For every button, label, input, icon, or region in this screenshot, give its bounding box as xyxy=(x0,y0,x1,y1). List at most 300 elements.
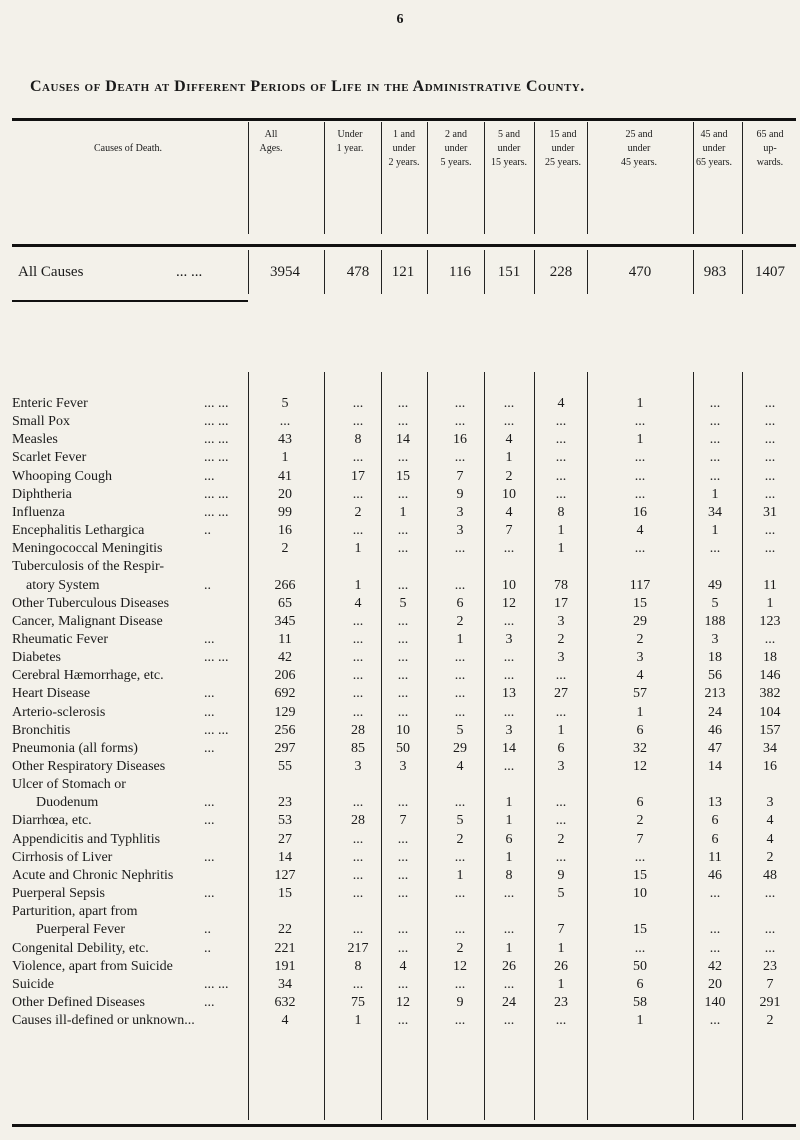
all-causes-value: 228 xyxy=(549,264,573,280)
table-cell: 8 xyxy=(557,504,565,520)
table-cell: 26 xyxy=(554,958,568,974)
table-cell: 6 xyxy=(505,831,513,847)
table-cell: 1 xyxy=(557,940,565,956)
table-cell: 50 xyxy=(396,740,410,756)
table-cell: 5 xyxy=(456,813,464,829)
table-cell: 3 xyxy=(557,759,565,774)
table-cell: ... xyxy=(352,668,364,684)
table-cell: 29 xyxy=(633,613,647,629)
all-causes-value: 3954 xyxy=(270,264,300,280)
cause-name-text: Encephalitis Lethargica xyxy=(12,523,145,539)
table-cell: 27 xyxy=(278,831,292,847)
table-cell: ... xyxy=(352,414,364,430)
table-row xyxy=(0,541,800,559)
table-cell: 55 xyxy=(278,759,292,774)
cause-name-text: Parturition, apart from xyxy=(12,904,138,920)
table-cell: 7 xyxy=(505,523,513,539)
cause-name-text: Other Respiratory Diseases xyxy=(12,759,166,774)
table-row xyxy=(0,668,800,686)
table-cell: ... xyxy=(555,668,567,684)
table-cell: 10 xyxy=(502,486,516,502)
table-cell: 20 xyxy=(708,976,722,992)
table-cell: ... xyxy=(634,541,646,557)
leader-dots: .. xyxy=(204,577,211,593)
table-cell: 2 xyxy=(456,940,464,956)
table-cell: 26 xyxy=(502,958,516,974)
table-cell: 5 xyxy=(281,396,289,411)
cause-name-text: Arterio-sclerosis xyxy=(12,704,106,720)
table-cell: ... xyxy=(397,668,409,684)
table-cell: 7 xyxy=(557,922,565,938)
table-cell: ... xyxy=(555,432,567,448)
table-cell: ... xyxy=(503,704,515,720)
table-cell: 11 xyxy=(763,577,777,593)
table-cell: 34 xyxy=(278,976,292,992)
table-cell: 3 xyxy=(399,759,407,774)
table-cell: 2 xyxy=(456,831,464,847)
table-cell: ... xyxy=(503,922,515,938)
table-cell: 2 xyxy=(636,813,644,829)
cause-name-text: Puerperal Sepsis xyxy=(12,886,105,902)
cause-name-text: Cancer, Malignant Disease xyxy=(12,613,163,629)
leader-dots: ... xyxy=(204,795,215,811)
table-cell: 7 xyxy=(636,831,644,847)
table-cell: 18 xyxy=(708,650,722,666)
cause-name xyxy=(0,559,800,577)
table-row xyxy=(0,523,800,541)
table-row xyxy=(0,850,800,868)
table-cell: 46 xyxy=(708,722,722,738)
table-cell: 12 xyxy=(396,994,410,1010)
table-cell: ... xyxy=(764,468,776,484)
table-row xyxy=(0,886,800,904)
table-cell: 41 xyxy=(278,468,292,484)
table-cell: 15 xyxy=(396,468,410,484)
cause-name-text: Small Pox xyxy=(12,414,70,430)
table-cell: 3 xyxy=(456,504,464,520)
table-cell: 31 xyxy=(763,504,777,520)
table-cell: ... xyxy=(764,523,776,539)
cause-name-text: Other Tuberculous Diseases xyxy=(12,595,170,611)
table-cell: 1 xyxy=(711,486,719,502)
table-cell: 75 xyxy=(351,994,365,1010)
cause-name-text: Pneumonia (all forms) xyxy=(12,740,138,756)
table-cell: 2 xyxy=(766,849,774,865)
cause-name-text: Cirrhosis of Liver xyxy=(12,849,113,865)
table-cell: ... xyxy=(454,922,466,938)
table-cell: ... xyxy=(764,886,776,902)
table-row xyxy=(0,868,800,886)
table-cell: ... xyxy=(397,704,409,720)
leader-dots: ... ... xyxy=(204,650,229,666)
table-cell: ... xyxy=(764,940,776,956)
cause-name-text: Suicide xyxy=(12,976,54,992)
table-cell: ... xyxy=(503,650,515,666)
cause-name-text: Causes ill-defined or unknown... xyxy=(12,1013,195,1029)
table-cell: ... xyxy=(764,486,776,502)
table-cell: 123 xyxy=(759,613,781,629)
table-cell: ... xyxy=(454,704,466,720)
table-cell: 1 xyxy=(281,450,289,466)
cause-name-text: Diphtheria xyxy=(12,486,72,502)
leader-dots: ... xyxy=(204,631,215,647)
table-cell: 4 xyxy=(557,396,565,411)
table-row xyxy=(0,723,800,741)
table-row xyxy=(0,505,800,523)
table-cell: ... xyxy=(397,414,409,430)
table-cell: 12 xyxy=(633,759,647,774)
table-cell: 3 xyxy=(557,613,565,629)
table-cell: 10 xyxy=(633,886,647,902)
cause-name-text: Ulcer of Stomach or xyxy=(12,777,126,793)
column-divider xyxy=(484,250,485,294)
table-cell: 65 xyxy=(278,595,292,611)
table-cell: 221 xyxy=(274,940,296,956)
table-cell: ... xyxy=(764,631,776,647)
table-cell: 15 xyxy=(633,922,647,938)
table-cell: 217 xyxy=(347,940,369,956)
table-cell: ... xyxy=(555,414,567,430)
cause-name-text: Enteric Fever xyxy=(12,396,88,411)
table-cell: ... xyxy=(709,432,721,448)
table-cell: ... xyxy=(764,450,776,466)
table-rule xyxy=(12,1124,796,1127)
cause-name-text: Puerperal Fever xyxy=(36,922,126,938)
table-cell: 58 xyxy=(633,994,647,1010)
table-cell: ... xyxy=(352,486,364,502)
table-cell: 3 xyxy=(557,650,565,666)
leader-dots: ... xyxy=(204,994,215,1010)
table-cell: 24 xyxy=(502,994,516,1010)
table-cell: ... xyxy=(555,849,567,865)
table-cell: ... xyxy=(503,541,515,557)
table-cell: ... xyxy=(555,486,567,502)
table-cell: 85 xyxy=(351,740,365,756)
table-cell: 28 xyxy=(351,722,365,738)
table-cell: 3 xyxy=(505,631,513,647)
table-cell: 2 xyxy=(557,831,565,847)
table-cell: ... xyxy=(454,396,466,411)
table-cell: 6 xyxy=(636,722,644,738)
cause-name-text: Meningococcal Meningitis xyxy=(12,541,163,557)
table-cell: ... xyxy=(397,650,409,666)
table-cell: 15 xyxy=(633,867,647,883)
leader-dots: ... xyxy=(204,813,215,829)
table-cell: 4 xyxy=(766,813,774,829)
table-cell: 16 xyxy=(633,504,647,520)
table-cell: 13 xyxy=(502,686,516,702)
table-cell: 42 xyxy=(278,650,292,666)
column-divider xyxy=(427,250,428,294)
table-cell: 99 xyxy=(278,504,292,520)
table-cell: 32 xyxy=(633,740,647,756)
table-cell: ... xyxy=(454,450,466,466)
table-cell: 47 xyxy=(708,740,722,756)
table-cell: 4 xyxy=(399,958,407,974)
leader-dots: ... xyxy=(204,704,215,720)
leader-dots: ... xyxy=(204,886,215,902)
cause-name-text: Tuberculosis of the Respir- xyxy=(12,559,165,575)
table-cell: 48 xyxy=(763,867,777,883)
table-cell: ... xyxy=(352,686,364,702)
table-cell: ... xyxy=(454,541,466,557)
leader-dots: ... ... xyxy=(204,504,229,520)
all-causes-value: 121 xyxy=(391,264,415,280)
cause-name-text: Scarlet Fever xyxy=(12,450,87,466)
table-rule xyxy=(12,244,796,247)
table-cell: 6 xyxy=(636,976,644,992)
table-cell: ... xyxy=(764,541,776,557)
cause-name-text: Violence, apart from Suicide xyxy=(12,958,173,974)
table-cell: ... xyxy=(555,704,567,720)
table-cell: 4 xyxy=(505,432,513,448)
cause-name-text: Congenital Debility, etc. xyxy=(12,940,149,956)
column-header: 65 and up- wards. xyxy=(756,129,784,168)
table-cell: 5 xyxy=(399,595,407,611)
table-cell: 256 xyxy=(274,722,296,738)
table-cell: 4 xyxy=(636,523,644,539)
all-causes-value: 470 xyxy=(628,264,652,280)
cause-name xyxy=(0,777,800,795)
table-cell: 129 xyxy=(274,704,296,720)
page-number: 6 xyxy=(396,12,404,27)
leader-dots: ... ... xyxy=(204,722,229,738)
table-row xyxy=(0,832,800,850)
table-row xyxy=(0,995,800,1013)
table-cell: 1 xyxy=(354,1013,362,1029)
table-cell: 2 xyxy=(505,468,513,484)
table-cell: ... xyxy=(454,686,466,702)
all-causes-label: All Causes xyxy=(18,264,84,280)
table-cell: 140 xyxy=(704,994,726,1010)
leader-dots: ... ... xyxy=(204,450,229,466)
table-cell: 4 xyxy=(281,1013,289,1029)
table-cell: 6 xyxy=(456,595,464,611)
table-cell: 22 xyxy=(278,922,292,938)
table-cell: 2 xyxy=(766,1013,774,1029)
table-cell: 1 xyxy=(557,541,565,557)
table-cell: 1 xyxy=(505,940,513,956)
table-cell: ... xyxy=(397,831,409,847)
leader-dots: ... ... xyxy=(204,486,229,502)
table-cell: 43 xyxy=(278,432,292,448)
table-cell: ... xyxy=(555,450,567,466)
table-cell: ... xyxy=(454,886,466,902)
table-cell: 53 xyxy=(278,813,292,829)
table-cell: 28 xyxy=(351,813,365,829)
table-cell: 14 xyxy=(278,849,292,865)
table-cell: 4 xyxy=(636,668,644,684)
table-row xyxy=(0,632,800,650)
table-cell: 34 xyxy=(763,740,777,756)
table-cell: 1 xyxy=(505,813,513,829)
table-row xyxy=(0,813,800,831)
table-cell: 188 xyxy=(704,613,726,629)
table-cell: 1 xyxy=(766,595,774,611)
table-cell: ... xyxy=(764,922,776,938)
table-cell: 8 xyxy=(354,432,362,448)
table-cell: ... xyxy=(352,795,364,811)
table-cell: ... xyxy=(634,468,646,484)
table-cell: 4 xyxy=(354,595,362,611)
table-row xyxy=(0,922,800,940)
table-rule xyxy=(12,300,248,302)
table-row xyxy=(0,705,800,723)
table-cell: ... xyxy=(503,613,515,629)
table-cell: 5 xyxy=(456,722,464,738)
table-cell: ... xyxy=(352,650,364,666)
table-cell: 20 xyxy=(278,486,292,502)
table-cell: ... xyxy=(555,468,567,484)
table-cell: 5 xyxy=(557,886,565,902)
table-cell: 5 xyxy=(711,595,719,611)
table-cell: 1 xyxy=(505,795,513,811)
table-cell: 3 xyxy=(456,523,464,539)
table-cell: ... xyxy=(709,922,721,938)
table-cell: 23 xyxy=(554,994,568,1010)
table-cell: ... xyxy=(454,976,466,992)
column-header: 25 and under 45 years. xyxy=(620,129,658,168)
table-cell: ... xyxy=(503,414,515,430)
all-causes-dots: ... ... xyxy=(176,264,203,280)
table-cell: 3 xyxy=(505,722,513,738)
table-cell: 1 xyxy=(557,976,565,992)
table-cell: 157 xyxy=(759,722,781,738)
leader-dots: .. xyxy=(204,922,211,938)
table-row xyxy=(0,650,800,668)
table-row xyxy=(0,686,800,704)
table-cell: 49 xyxy=(708,577,722,593)
table-cell: 2 xyxy=(281,541,289,557)
leader-dots: .. xyxy=(204,523,211,539)
table-cell: ... xyxy=(352,613,364,629)
table-cell: ... xyxy=(397,541,409,557)
table-cell: ... xyxy=(503,668,515,684)
table-cell: ... xyxy=(503,396,515,411)
leader-dots: ... xyxy=(204,686,215,702)
table-cell: 56 xyxy=(708,668,722,684)
column-header: Under 1 year. xyxy=(336,129,364,154)
table-cell: 16 xyxy=(453,432,467,448)
table-row xyxy=(0,759,800,777)
table-row xyxy=(0,396,800,414)
table-cell: 1 xyxy=(557,523,565,539)
table-cell: 1 xyxy=(505,450,513,466)
table-cell: ... xyxy=(352,631,364,647)
table-cell: 9 xyxy=(456,994,464,1010)
leader-dots: ... ... xyxy=(204,432,229,448)
table-cell: ... xyxy=(555,813,567,829)
table-row xyxy=(0,487,800,505)
table-cell: ... xyxy=(397,867,409,883)
table-cell: ... xyxy=(352,523,364,539)
table-cell: 7 xyxy=(456,468,464,484)
table-cell: 291 xyxy=(759,994,781,1010)
table-row xyxy=(0,959,800,977)
table-cell: ... xyxy=(764,414,776,430)
table-cell: ... xyxy=(397,577,409,593)
cause-name-text: atory System xyxy=(26,577,100,593)
table-cell: ... xyxy=(634,450,646,466)
table-cell: ... xyxy=(709,1013,721,1029)
table-row xyxy=(0,795,800,813)
table-cell: ... xyxy=(397,396,409,411)
table-cell: 14 xyxy=(708,759,722,774)
table-cell: 16 xyxy=(763,759,777,774)
table-rule xyxy=(12,118,796,121)
table-cell: 1 xyxy=(354,541,362,557)
table-cell: 12 xyxy=(502,595,516,611)
table-cell: ... xyxy=(709,450,721,466)
table-cell: 127 xyxy=(274,867,296,883)
table-cell: 14 xyxy=(502,740,516,756)
table-cell: 9 xyxy=(456,486,464,502)
table-row xyxy=(0,941,800,959)
table-cell: 1 xyxy=(505,849,513,865)
column-divider xyxy=(248,122,249,234)
leader-dots: ... xyxy=(204,849,215,865)
table-cell: ... xyxy=(352,922,364,938)
table-cell: 692 xyxy=(274,686,296,702)
table-cell: 213 xyxy=(704,686,726,702)
table-cell: 3 xyxy=(636,650,644,666)
table-cell: 15 xyxy=(278,886,292,902)
table-cell: ... xyxy=(352,886,364,902)
table-cell: 2 xyxy=(557,631,565,647)
table-cell: 6 xyxy=(711,813,719,829)
table-cell: 10 xyxy=(502,577,516,593)
table-cell: 50 xyxy=(633,958,647,974)
table-cell: 23 xyxy=(278,795,292,811)
table-cell: ... xyxy=(352,704,364,720)
table-cell: 34 xyxy=(708,504,722,520)
table-cell: ... xyxy=(503,1013,515,1029)
table-cell: 2 xyxy=(636,631,644,647)
table-cell: 1 xyxy=(354,577,362,593)
table-cell: ... xyxy=(352,831,364,847)
table-cell: 2 xyxy=(456,613,464,629)
table-cell: 57 xyxy=(633,686,647,702)
cause-name xyxy=(0,904,800,922)
table-cell: ... xyxy=(397,940,409,956)
table-cell: 1 xyxy=(636,704,644,720)
cause-name-text: Other Defined Diseases xyxy=(12,994,145,1010)
table-row xyxy=(0,414,800,432)
table-cell: 16 xyxy=(278,523,292,539)
table-cell: 13 xyxy=(708,795,722,811)
table-cell: ... xyxy=(709,940,721,956)
table-cell: ... xyxy=(503,759,515,774)
table-cell: 191 xyxy=(274,958,296,974)
column-divider xyxy=(742,250,743,294)
table-cell: 23 xyxy=(763,958,777,974)
table-cell: ... xyxy=(397,613,409,629)
table-cell: 117 xyxy=(629,577,651,593)
table-cell: 1 xyxy=(636,432,644,448)
all-causes-value: 478 xyxy=(346,264,370,280)
cause-name-text: Bronchitis xyxy=(12,722,71,738)
table-cell: ... xyxy=(454,849,466,865)
column-header: 15 and under 25 years. xyxy=(544,129,582,168)
table-cell: 7 xyxy=(766,976,774,992)
table-cell: ... xyxy=(764,396,776,411)
table-cell: 29 xyxy=(453,740,467,756)
column-divider xyxy=(587,250,588,294)
table-cell: ... xyxy=(454,414,466,430)
table-cell: 1 xyxy=(456,867,464,883)
cause-name-text: Rheumatic Fever xyxy=(12,631,109,647)
table-cell: 6 xyxy=(636,795,644,811)
